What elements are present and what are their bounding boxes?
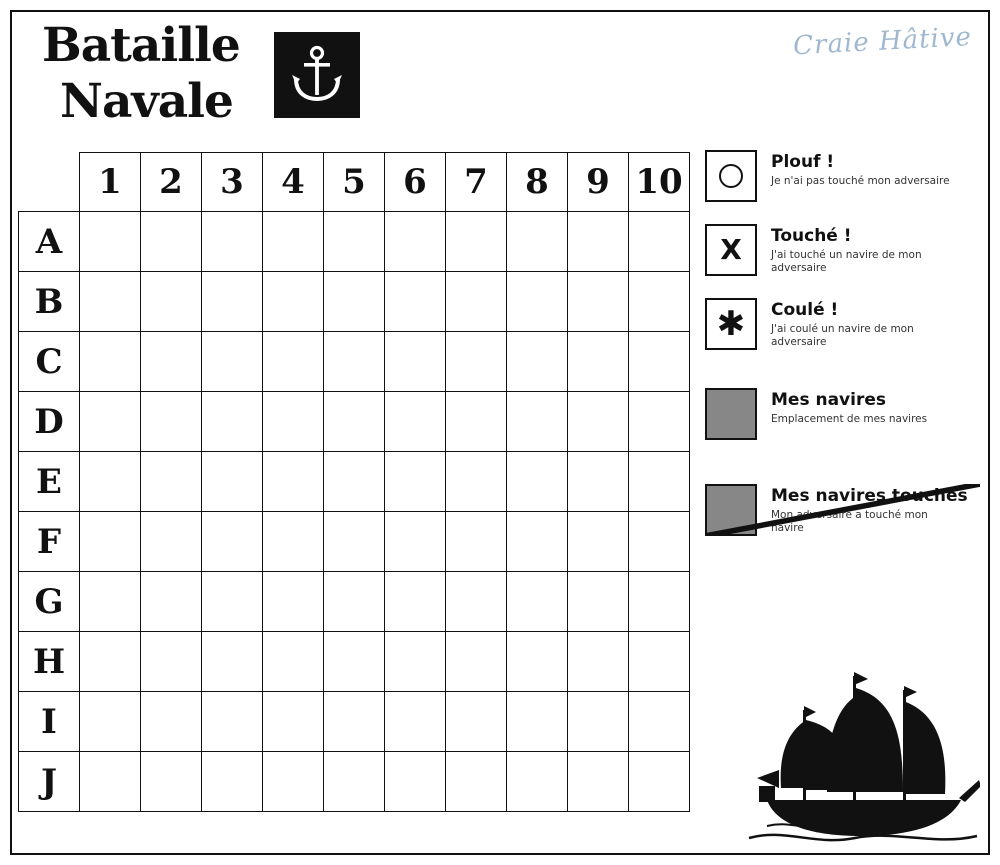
grid-cell[interactable] — [568, 572, 629, 632]
grid-cell[interactable] — [202, 212, 263, 272]
grid-cell[interactable] — [385, 452, 446, 512]
grid-cell[interactable] — [324, 752, 385, 812]
grid-cell[interactable] — [568, 512, 629, 572]
grid-cell[interactable] — [507, 212, 568, 272]
column-header: 2 — [141, 153, 202, 212]
table-row[interactable] — [19, 332, 690, 392]
row-header: D — [19, 392, 80, 452]
grid-cell[interactable] — [629, 212, 690, 272]
grid-cell[interactable] — [141, 452, 202, 512]
grid-table[interactable] — [18, 152, 690, 812]
grid-cell[interactable] — [507, 392, 568, 452]
grid-cell[interactable] — [324, 692, 385, 752]
grid-cell[interactable] — [629, 452, 690, 512]
table-row[interactable] — [19, 632, 690, 692]
grid-cell[interactable] — [446, 272, 507, 332]
grid-cell[interactable] — [568, 212, 629, 272]
grid-cell[interactable] — [263, 332, 324, 392]
grid-cell[interactable] — [507, 512, 568, 572]
battleship-grid[interactable] — [18, 152, 690, 812]
grid-cell[interactable] — [385, 272, 446, 332]
legend-title: Coulé ! — [771, 300, 839, 320]
legend-text — [757, 388, 927, 426]
grid-cell[interactable] — [507, 632, 568, 692]
grid-cell[interactable] — [324, 632, 385, 692]
grid-cell[interactable] — [446, 212, 507, 272]
grid-cell[interactable] — [80, 632, 141, 692]
grid-cell[interactable] — [141, 692, 202, 752]
grid-cell[interactable] — [568, 632, 629, 692]
table-row[interactable] — [19, 752, 690, 812]
title-block — [42, 18, 382, 128]
grid-cell[interactable] — [385, 692, 446, 752]
grid-cell[interactable] — [568, 452, 629, 512]
page-title-line-1: Bataille — [42, 18, 240, 73]
row-header: I — [19, 692, 80, 752]
brand-signature: Craie Hâtive — [792, 22, 973, 62]
grid-cell[interactable] — [202, 392, 263, 452]
grid-cell[interactable] — [507, 692, 568, 752]
row-header: F — [19, 512, 80, 572]
grid-cell[interactable] — [202, 512, 263, 572]
x-glyph: X — [720, 233, 742, 266]
grid-cell[interactable] — [263, 692, 324, 752]
grid-cell[interactable] — [385, 512, 446, 572]
grid-cell[interactable] — [324, 512, 385, 572]
legend-description: J'ai coulé un navire de mon adversaire — [771, 323, 914, 348]
grid-cell[interactable] — [141, 512, 202, 572]
grid-cell[interactable] — [446, 752, 507, 812]
row-header: B — [19, 272, 80, 332]
grid-cell[interactable] — [263, 632, 324, 692]
x-mark-icon — [705, 224, 757, 276]
grid-cell[interactable] — [446, 452, 507, 512]
grid-cell[interactable] — [568, 752, 629, 812]
grid-cell[interactable] — [80, 452, 141, 512]
grid-cell[interactable] — [629, 572, 690, 632]
grid-cell[interactable] — [568, 272, 629, 332]
legend-description: Emplacement de mes navires — [771, 413, 928, 425]
grid-cell[interactable] — [446, 512, 507, 572]
legend-description: Mon adversaire a touché mon navire — [771, 509, 928, 534]
grid-cell[interactable] — [202, 332, 263, 392]
grid-cell[interactable] — [324, 332, 385, 392]
table-row[interactable] — [19, 452, 690, 512]
grid-cell[interactable] — [141, 752, 202, 812]
grid-cell[interactable] — [263, 212, 324, 272]
grid-cell[interactable] — [507, 572, 568, 632]
grid-cell[interactable] — [568, 692, 629, 752]
legend-text — [757, 224, 956, 275]
grid-cell[interactable] — [141, 572, 202, 632]
grid-cell[interactable] — [324, 572, 385, 632]
column-header: 9 — [568, 153, 629, 212]
grid-cell[interactable] — [629, 272, 690, 332]
grid-cell[interactable] — [202, 752, 263, 812]
grid-cell[interactable] — [141, 632, 202, 692]
legend-item-plouf — [705, 150, 980, 202]
grid-cell[interactable] — [80, 332, 141, 392]
column-header: 6 — [385, 153, 446, 212]
grid-cell[interactable] — [80, 752, 141, 812]
column-header: 5 — [324, 153, 385, 212]
grid-cell[interactable] — [629, 752, 690, 812]
grid-cell[interactable] — [80, 512, 141, 572]
column-header: 1 — [80, 153, 141, 212]
legend-title: Plouf ! — [771, 152, 835, 172]
grid-cell[interactable] — [324, 212, 385, 272]
grid-cell[interactable] — [324, 272, 385, 332]
grid-cell[interactable] — [385, 332, 446, 392]
grid-cell[interactable] — [202, 272, 263, 332]
grid-cell[interactable] — [385, 392, 446, 452]
page-title-line-2: Navale — [60, 74, 233, 129]
grid-cell[interactable] — [324, 452, 385, 512]
column-header: 4 — [263, 153, 324, 212]
grid-cell[interactable] — [568, 392, 629, 452]
grid-cell[interactable] — [446, 392, 507, 452]
grid-cell[interactable] — [263, 752, 324, 812]
table-row[interactable] — [19, 692, 690, 752]
grid-cell[interactable] — [507, 332, 568, 392]
grid-cell[interactable] — [385, 212, 446, 272]
table-row[interactable] — [19, 392, 690, 452]
legend-item-touche — [705, 224, 980, 276]
legend — [705, 150, 980, 558]
row-header: E — [19, 452, 80, 512]
legend-text — [757, 298, 956, 349]
table-row[interactable] — [19, 572, 690, 632]
grid-cell[interactable] — [446, 332, 507, 392]
legend-title: Mes navires — [771, 390, 886, 410]
grid-cell[interactable] — [446, 632, 507, 692]
row-header: A — [19, 212, 80, 272]
grid-cell[interactable] — [263, 392, 324, 452]
table-row[interactable] — [19, 212, 690, 272]
grid-cell[interactable] — [80, 392, 141, 452]
page-title — [42, 18, 282, 130]
legend-item-coule — [705, 298, 980, 350]
row-header: H — [19, 632, 80, 692]
grid-body[interactable] — [19, 212, 690, 812]
grid-cell[interactable] — [141, 272, 202, 332]
grid-cell[interactable] — [629, 512, 690, 572]
grid-cell[interactable] — [80, 692, 141, 752]
grid-cell[interactable] — [202, 572, 263, 632]
grid-cell[interactable] — [629, 692, 690, 752]
anchor-icon — [274, 32, 360, 118]
gray-square-diagonal-icon — [705, 484, 757, 536]
grid-cell[interactable] — [324, 392, 385, 452]
grid-cell[interactable] — [263, 572, 324, 632]
legend-item-mes-navires-touches — [705, 484, 980, 536]
grid-cell[interactable] — [629, 632, 690, 692]
legend-description: J'ai touché un navire de mon adversaire — [771, 249, 922, 274]
grid-cell[interactable] — [507, 752, 568, 812]
grid-cell[interactable] — [141, 392, 202, 452]
circle-glyph — [719, 164, 743, 188]
grid-cell[interactable] — [263, 272, 324, 332]
grid-cell[interactable] — [263, 452, 324, 512]
table-row[interactable] — [19, 512, 690, 572]
pirate-ship-icon — [745, 650, 980, 845]
grid-cell[interactable] — [385, 632, 446, 692]
legend-description: Je n'ai pas touché mon adversaire — [771, 175, 950, 187]
column-header: 10 — [629, 153, 690, 212]
legend-title: Touché ! — [771, 226, 852, 246]
grid-cell[interactable] — [446, 572, 507, 632]
column-header: 7 — [446, 153, 507, 212]
grid-cell[interactable] — [629, 392, 690, 452]
grid-cell[interactable] — [141, 212, 202, 272]
grid-cell[interactable] — [507, 452, 568, 512]
grid-cell[interactable] — [263, 512, 324, 572]
legend-item-mes-navires — [705, 388, 980, 440]
grid-cell[interactable] — [385, 572, 446, 632]
grid-cell[interactable] — [202, 452, 263, 512]
grid-cell[interactable] — [446, 692, 507, 752]
legend-title: Mes navires touchés — [771, 486, 968, 506]
grid-cell[interactable] — [202, 692, 263, 752]
grid-cell[interactable] — [385, 752, 446, 812]
grid-cell[interactable] — [141, 332, 202, 392]
grid-cell[interactable] — [80, 272, 141, 332]
column-header: 8 — [507, 153, 568, 212]
table-row[interactable] — [19, 272, 690, 332]
grid-cell[interactable] — [80, 572, 141, 632]
grid-cell[interactable] — [202, 632, 263, 692]
grid-cell[interactable] — [629, 332, 690, 392]
grid-cell[interactable] — [568, 332, 629, 392]
gray-square-icon — [705, 388, 757, 440]
grid-corner — [19, 153, 80, 212]
column-header: 3 — [202, 153, 263, 212]
row-header: J — [19, 752, 80, 812]
row-header: G — [19, 572, 80, 632]
grid-header-row — [19, 153, 690, 212]
circle-icon — [705, 150, 757, 202]
grid-cell[interactable] — [507, 272, 568, 332]
row-header: C — [19, 332, 80, 392]
grid-cell[interactable] — [80, 212, 141, 272]
asterisk-icon — [705, 298, 757, 350]
asterisk-glyph: ✱ — [716, 304, 746, 344]
legend-text — [757, 150, 950, 188]
